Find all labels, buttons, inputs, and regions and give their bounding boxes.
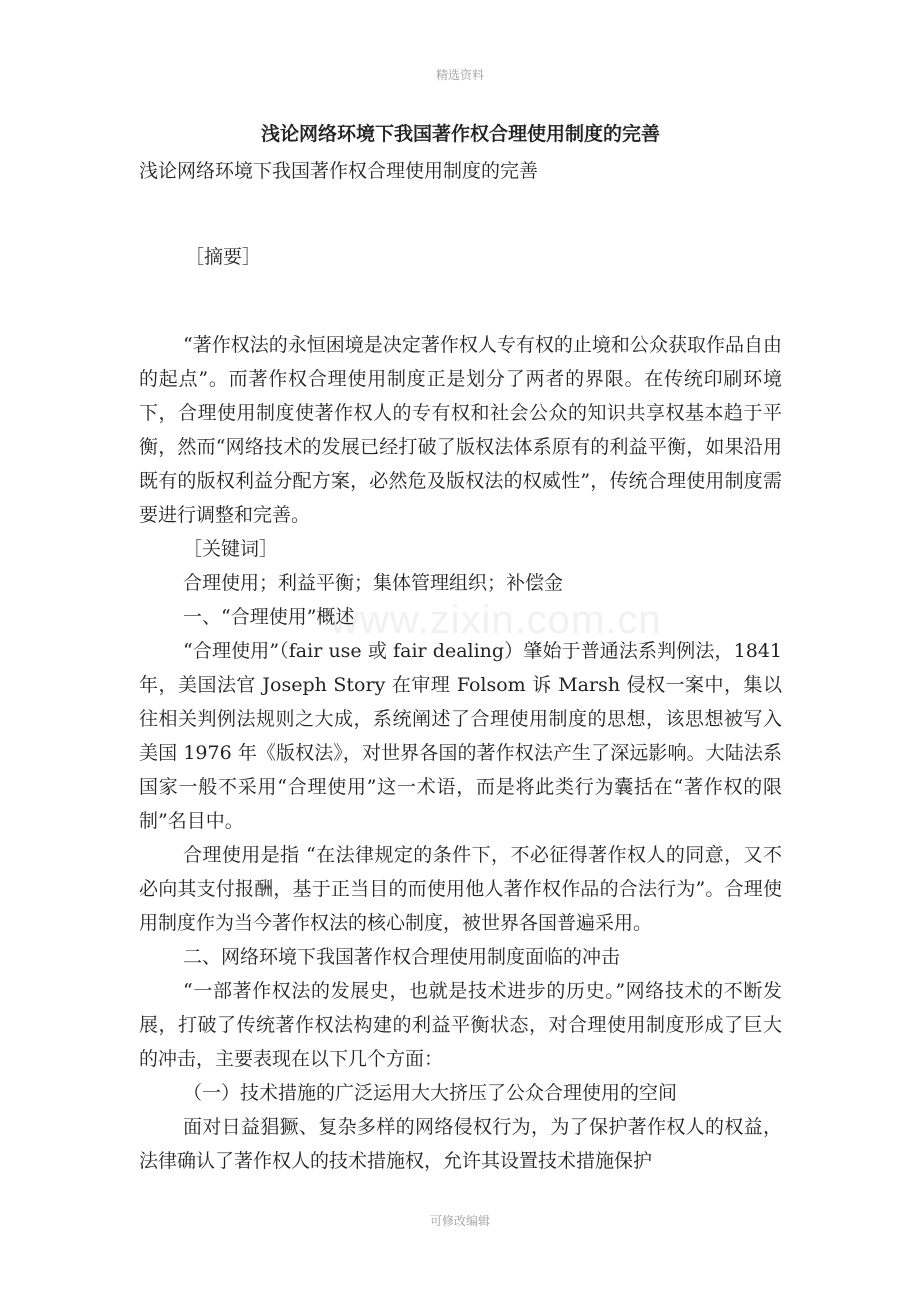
page-footer: 可修改编辑 [429,1214,490,1228]
page-header: 精选资料 [435,68,484,82]
paragraph-fair-use-origin: “合理使用”（fair use 或 fair dealing）肇始于普通法系判例法，1841 年，美国法官 Joseph Story 在审理 Folsom 诉 Marsh 侵权一案中，集以往相关判例法规则之大成，系统阐述了合理使用制度的思想，该思想被写入美国 1976 年《版权法》，对世界各国的著作权法产生了深远影响。大陆法系国家一般不采用“合理使用”这一术语，而是将此类行为囊括在“著作权的限制”名目中。 [139,640,782,832]
subsection-heading-1: （一）技术措施的广泛运用大大挤压了公众合理使用的空间 [183,1082,678,1104]
paragraph-tech-measures: 面对日益猖獗、复杂多样的网络侵权行为，为了保护著作权人的权益，法律确认了著作权人的技术措施权，允许其设置技术措施保护 [139,1116,782,1172]
paragraph-fair-use-definition: 合理使用是指 “在法律规定的条件下，不必征得著作权人的同意，又不必向其支付报酬，基于正当目的而使用他人著作权作品的合法行为”。合理使用制度作为当今著作权法的核心制度，被世界各国普遍采用。 [139,844,782,934]
keywords-label: ［关键词］ [183,538,279,560]
section-heading-2: 二、网络环境下我国著作权合理使用制度面临的冲击 [183,946,621,968]
document-subtitle: 浅论网络环境下我国著作权合理使用制度的完善 [139,160,539,182]
paragraph-abstract: “著作权法的永恒困境是决定著作权人专有权的止境和公众获取作品自由的起点”。而著作权合理使用制度正是划分了两者的界限。在传统印刷环境下，合理使用制度使著作权人的专有权和社会公众的知识共享权基本趋于平衡，然而“网络技术的发展已经打破了版权法体系原有的利益平衡，如果沿用既有的版权利益分配方案，必然危及版权法的权威性”，传统合理使用制度需要进行调整和完善。 [139,334,782,526]
paragraph-tech-impact: “一部著作权法的发展史，也就是技术进步的历史。”网络技术的不断发展，打破了传统著作权法构建的利益平衡状态，对合理使用制度形成了巨大的冲击，主要表现在以下几个方面： [139,980,782,1070]
keywords: 合理使用；利益平衡；集体管理组织；补偿金 [183,572,564,594]
section-heading-1: 一、“合理使用”概述 [183,606,355,628]
document-body [139,116,782,1178]
watermark: www.zixin.com.cn [330,598,662,642]
abstract-label: ［摘要］ [185,246,262,268]
document-title: 浅论网络环境下我国著作权合理使用制度的完善 [260,123,660,145]
